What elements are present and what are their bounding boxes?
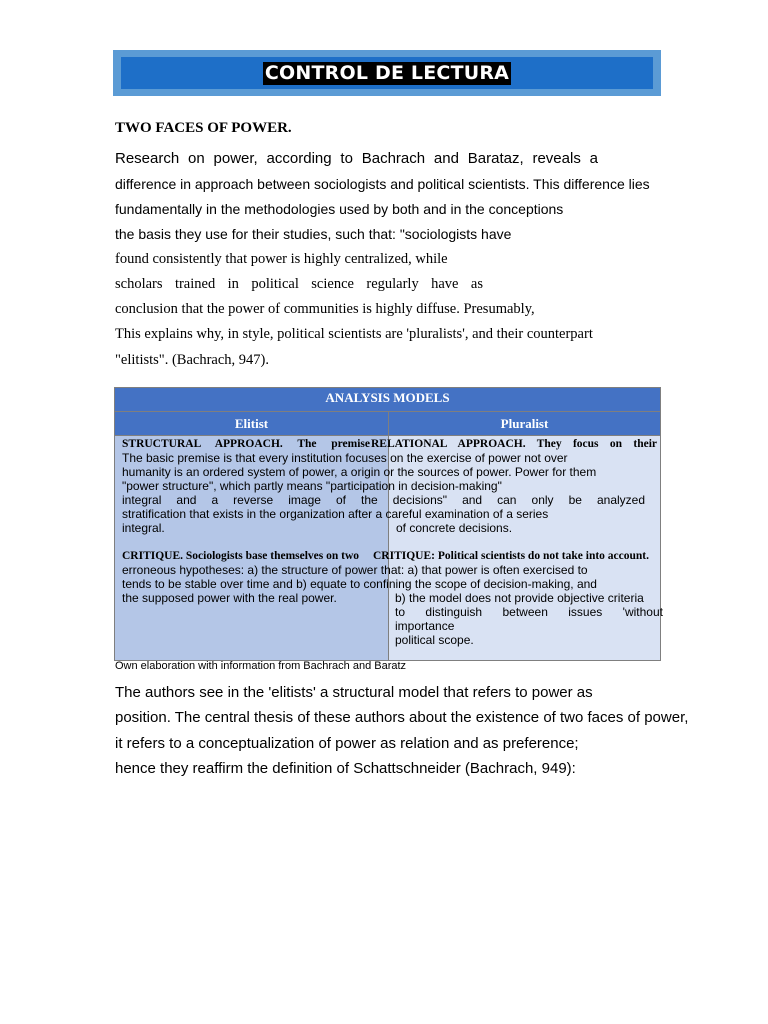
table-row1-line-3: "power structure", which partly means "participation in decision-making" <box>122 479 502 493</box>
table-row2-line-1: erroneous hypotheses: a) the structure of power that: a) that power is often exercised to <box>122 563 588 577</box>
table-row2-line-2: tends to be stable over time and b) equate to confining the scope of decision-making, and <box>122 577 597 591</box>
closing-line-4: hence they reaffirm the definition of Schattschneider (Bachrach, 949): <box>115 760 576 777</box>
title-banner <box>113 50 661 96</box>
table-row1-line-6: integral. <box>122 521 165 535</box>
table-row1-line-4: integral and a reverse image of the decisions" and can only be analyzed <box>122 493 645 507</box>
table-row2-line-6: importance <box>395 619 455 633</box>
table-row2-line-7: political scope. <box>395 633 474 647</box>
intro-line-8: This explains why, in style, political scientists are 'pluralists', and their counterpart <box>115 326 593 342</box>
table-row1-line-2: humanity is an ordered system of power, a origin or the sources of power. Power for them <box>122 465 597 479</box>
intro-line-2: difference in approach between sociologists and political scientists. This difference lies <box>115 176 650 192</box>
table-row1-line-7: of concrete decisions. <box>396 521 513 535</box>
table-row2-line-5: to distinguish between issues 'without <box>395 605 663 619</box>
intro-line-3: fundamentally in the methodologies used by both and in the conceptions <box>115 201 564 217</box>
intro-line-9: "elitists". (Bachrach, 947). <box>115 352 269 368</box>
title-banner-inner <box>121 57 653 89</box>
closing-line-2: position. The central thesis of these authors about the existence of two faces of power, <box>115 709 689 726</box>
table-row2-line-4: b) the model does not provide objective criteria <box>395 591 644 605</box>
document-title: CONTROL DE LECTURA <box>264 61 510 84</box>
pluralist-critique-label: CRITIQUE: Political scientists do not take into account. <box>373 550 649 562</box>
closing-line-3: it refers to a conceptualization of power as relation and as preference; <box>115 735 579 752</box>
elitist-critique-label: CRITIQUE. Sociologists base themselves on two <box>122 550 360 562</box>
table-title: ANALYSIS MODELS <box>115 388 660 412</box>
intro-line-7: conclusion that the power of communities is highly diffuse. Presumably, <box>115 301 535 317</box>
analysis-models-table <box>114 387 661 661</box>
column-header-elitist: Elitist <box>115 412 389 436</box>
intro-line-5: found consistently that power is highly centralized, while <box>115 251 448 267</box>
intro-line-4: the basis they use for their studies, such that: "sociologists have <box>115 226 512 242</box>
intro-line-6: scholars trained in political science regularly have as <box>115 276 483 292</box>
section-heading: TWO FACES OF POWER. <box>115 120 292 136</box>
closing-line-1: The authors see in the 'elitists' a structural model that refers to power as <box>115 684 593 701</box>
table-caption: Own elaboration with information from Bachrach and Baratz <box>115 660 407 672</box>
relational-approach-label: RELATIONAL APPROACH. They focus on their <box>371 438 657 450</box>
structural-approach-label: STRUCTURAL APPROACH. The premise <box>122 438 370 450</box>
intro-line-1: Research on power, according to Bachrach and Barataz, reveals a <box>115 150 598 167</box>
table-row2-line-3: the supposed power with the real power. <box>122 591 337 605</box>
table-row1-line-1: The basic premise is that every institution focuses on the exercise of power not over <box>122 451 568 465</box>
table-row1-line-5: stratification that exists in the organization after a careful examination of a series <box>122 507 549 521</box>
column-header-pluralist: Pluralist <box>389 412 660 436</box>
